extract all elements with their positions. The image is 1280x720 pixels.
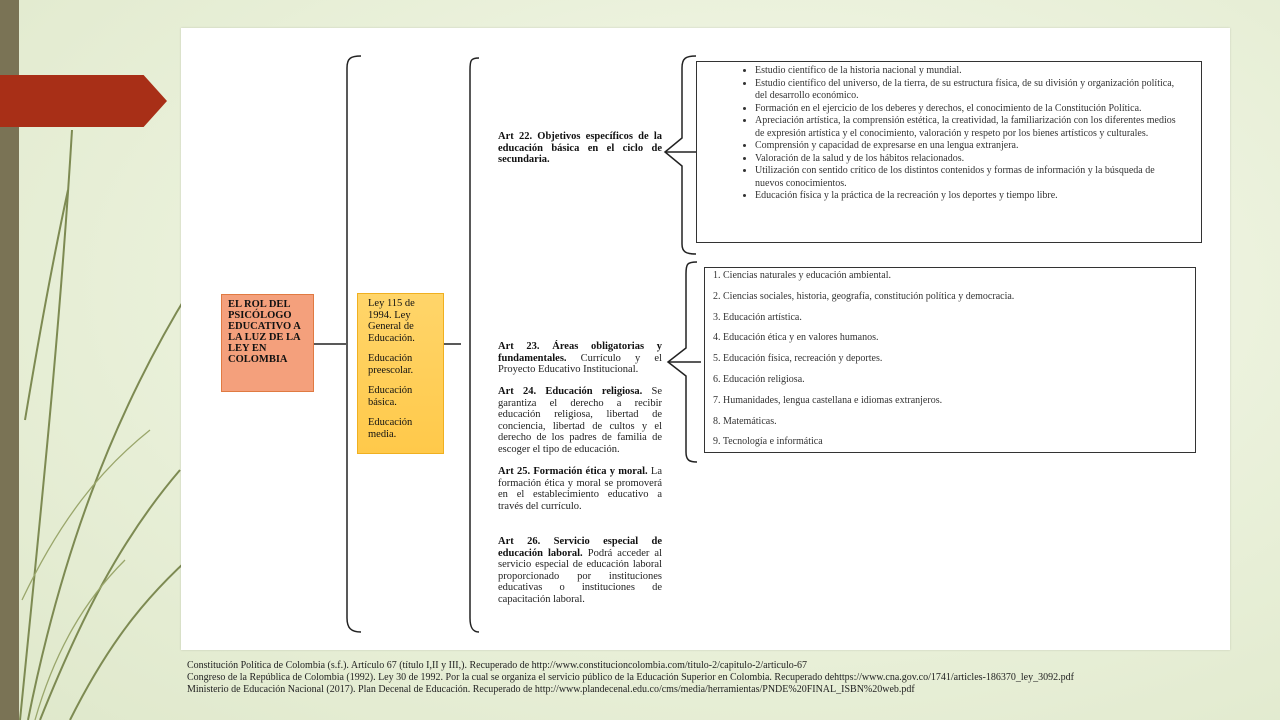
root-title: EL ROL DEL PSICÓLOGO EDUCATIVO A LA LUZ DE LA LEY EN COLOMBIA <box>228 299 301 365</box>
objective-item: • Educación física y la práctica de la recreación y los deportes y tiempo libre. <box>755 190 1181 203</box>
reference-item: Ministerio de Educación Nacional (2017). Plan Decenal de Educación. Recuperado de http://www.plandecenal.edu.co/cms/media/herramientas/PNDE%20FINAL_ISBN%20web.pdf <box>187 684 915 695</box>
area-item: 9. Tecnología e informática <box>713 436 823 448</box>
area-item: 7. Humanidades, lengua castellana e idiomas extranjeros. <box>713 394 943 406</box>
article-26-body: Podrá acceder al servicio especial de educación laboral proporcionado por instituciones educativas o instituciones de capacitación laboral. <box>498 547 662 605</box>
objective-item: • Utilización con sentido crítico de los distintos contenidos y formas de información y la búsqueda de nuevos conocimientos. <box>755 165 1181 190</box>
law-item: Educación media. <box>368 417 413 440</box>
objective-item: • Formación en el ejercicio de los deberes y derechos, el conocimiento de la Constitución Política. <box>755 103 1181 116</box>
area-item: 6. Educación religiosa. <box>713 373 805 385</box>
root-concept-box <box>221 294 314 392</box>
area-item: 2. Ciencias sociales, historia, geografía, constitución política y democracia. <box>713 290 1015 302</box>
objectives-box <box>696 61 1202 243</box>
article-25 <box>498 466 662 512</box>
reference-item: Congreso de la República de Colombia (1992). Ley 30 de 1992. Por la cual se organiza el servicio público de la Educación Superior en Colombia. Recuperado dehttps://www.cna.gov.co/1741/articles-186370_ley_3092.pdf <box>187 672 1074 683</box>
article-23 <box>498 341 662 376</box>
article-24-title: Art 24. Educación religiosa. <box>498 386 643 397</box>
article-26-title: Art 26. Servicio especial de educación laboral. <box>498 536 662 559</box>
law-item: Educación preescolar. <box>368 353 414 376</box>
law-item: Ley 115 de 1994. Ley General de Educación. <box>368 298 415 344</box>
article-22-title: Art 22. Objetivos específicos de la educación básica en el ciclo de secundaria. <box>498 131 662 165</box>
article-24-body: Se garantiza el derecho a recibir educación religiosa, libertad de conciencia, libertad de cultos y el derecho de los padres de familia de escoger el tipo de educación. <box>498 386 662 455</box>
objective-item: • Estudio científico del universo, de la tierra, de su estructura física, de su división y organización política, del desarrollo económico. <box>755 78 1181 103</box>
area-item: 8. Matemáticas. <box>713 415 777 427</box>
objectives-list <box>723 65 1181 203</box>
article-22 <box>498 131 662 166</box>
objective-item: • Estudio científico de la historia nacional y mundial. <box>755 65 1181 78</box>
article-26 <box>498 536 662 605</box>
objective-item: • Comprensión y capacidad de expresarse en una lengua extranjera. <box>755 140 1181 153</box>
references <box>187 660 1267 696</box>
law-box <box>357 293 444 454</box>
article-24 <box>498 386 662 455</box>
reference-item: Constitución Política de Colombia (s.f.). Artículo 67 (título I,II y III,). Recuperado de http://www.constitucioncolombia.com/titulo-2/capitulo-2/articulo-67 <box>187 660 808 671</box>
area-item: 4. Educación ética y en valores humanos. <box>713 332 879 344</box>
areas-box <box>704 267 1196 453</box>
law-item: Educación básica. <box>368 385 413 408</box>
area-item: 5. Educación física, recreación y deportes. <box>713 353 883 365</box>
area-item: 3. Educación artística. <box>713 311 802 323</box>
objective-item: • Apreciación artística, la comprensión estética, la creatividad, la familiarización con los diferentes medios de expresión artística y el conocimiento, valoración y respeto por los bienes artísticos y culturales. <box>755 115 1181 140</box>
area-item: 1. Ciencias naturales y educación ambiental. <box>713 270 891 281</box>
article-25-body: La formación ética y moral se promoverá en el establecimiento educativo a través del currículo. <box>498 466 662 512</box>
article-23-title: Art 23. Áreas obligatorias y fundamentales. <box>498 341 662 364</box>
article-25-title: Art 25. Formación ética y moral. <box>498 466 648 477</box>
objective-item: • Valoración de la salud y de los hábitos relacionados. <box>755 153 1181 166</box>
title-accent-arrow <box>0 75 167 127</box>
article-23-body: Currículo y el Proyecto Educativo Institucional. <box>498 352 662 375</box>
